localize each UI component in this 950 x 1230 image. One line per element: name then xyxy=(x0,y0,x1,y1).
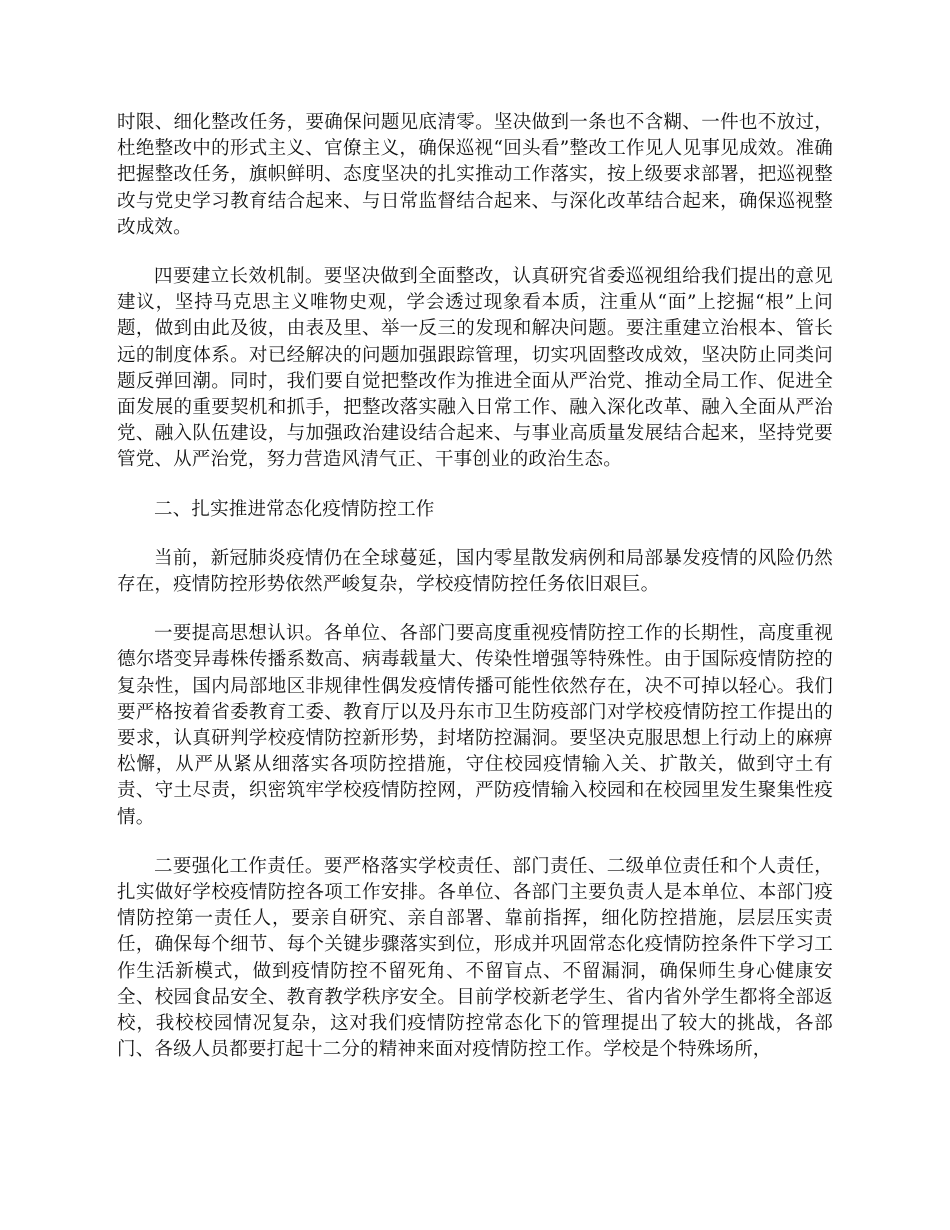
paragraph-strengthen-responsibility: 二要强化工作责任。要严格落实学校责任、部门责任、二级单位责任和个人责任，扎实做好学校疫情防控各项工作安排。各单位、各部门主要负责人是本单位、本部门疫情防控第一责任人，要亲自研究、亲自部署、靠前指挥，细化防控措施，层层压实责任，确保每个细节、每个关键步骤落实到位，形成并巩固常态化疫情防控条件下学习工作生活新模式，做到疫情防控不留死角、不留盲点、不留漏洞，确保师生身心健康安全、校园食品安全、教育教学秩序安全。目前学校新老学生、省内省外学生都将全部返校，我校校园情况复杂，这对我们疫情防控常态化下的管理提出了较大的挑战，各部门、各级人员都要打起十二分的精神来面对疫情防控工作。学校是个特殊场所， xyxy=(117,855,833,1061)
paragraph-spacer xyxy=(117,598,833,621)
document-page xyxy=(117,110,833,1064)
section-heading-epidemic-prevention: 二、扎实推进常态化疫情防控工作 xyxy=(154,498,435,520)
paragraph-spacer xyxy=(117,474,833,497)
paragraph-current-situation: 当前，新冠肺炎疫情仍在全球蔓延，国内零星散发病例和局部暴发疫情的风险仍然存在，疫情防控形势依然严峻复杂，学校疫情防控任务依旧艰巨。 xyxy=(117,547,833,596)
paragraph-rectification-continued: 时限、细化整改任务，要确保问题见底清零。坚决做到一条也不含糊、一件也不放过，杜绝整改中的形式主义、官僚主义，确保巡视“回头看”整改工作见人见事见成效。准确把握整改任务，旗帜鲜明、态度坚决的扎实推动工作落实，按上级要求部署，把巡视整改与党史学习教育结合起来、与日常监督结合起来、与深化改革结合起来，确保巡视整改成效。 xyxy=(117,112,833,238)
paragraph-spacer xyxy=(117,831,833,854)
paragraph-long-term-mechanism: 四要建立长效机制。要坚决做到全面整改，认真研究省委巡视组给我们提出的意见建议，坚持马克思主义唯物史观，学会透过现象看本质，注重从“面”上挖掘“根”上问题，做到由此及彼，由表及里、举一反三的发现和解决问题。要注重建立治根本、管长远的制度体系。对已经解决的问题加强跟踪管理，切实巩固整改成效，坚决防止同类问题反弹回潮。同时，我们要自觉把整改作为推进全面从严治党、推动全局工作、促进全面发展的重要契机和抓手，把整改落实融入日常工作、融入深化改革、融入全面从严治党、融入队伍建设，与加强政治建设结合起来、与事业高质量发展结合起来，坚持党要管党、从严治党，努力营造风清气正、干事创业的政治生态。 xyxy=(117,266,833,471)
paragraph-raise-awareness: 一要提高思想认识。各单位、各部门要高度重视疫情防控工作的长期性，高度重视德尔塔变异毒株传播系数高、病毒载量大、传染性增强等特殊性。由于国际疫情防控的复杂性，国内局部地区非规律性偶发疫情传播可能性依然存在，决不可掉以轻心。我们要严格按着省委教育工委、教育厅以及丹东市卫生防疫部门对学校疫情防控工作提出的要求，认真研判学校疫情防控新形势，封堵防控漏洞。要坚决克服思想上行动上的麻痹松懈，从严从紧从细落实各项防控措施，守住校园疫情输入关、扩散关，做到守土有责、守土尽责，织密筑牢学校疫情防控网，严防疫情输入校园和在校园里发生聚集性疫情。 xyxy=(117,623,833,828)
paragraph-spacer xyxy=(117,523,833,546)
paragraph-spacer xyxy=(117,241,833,264)
